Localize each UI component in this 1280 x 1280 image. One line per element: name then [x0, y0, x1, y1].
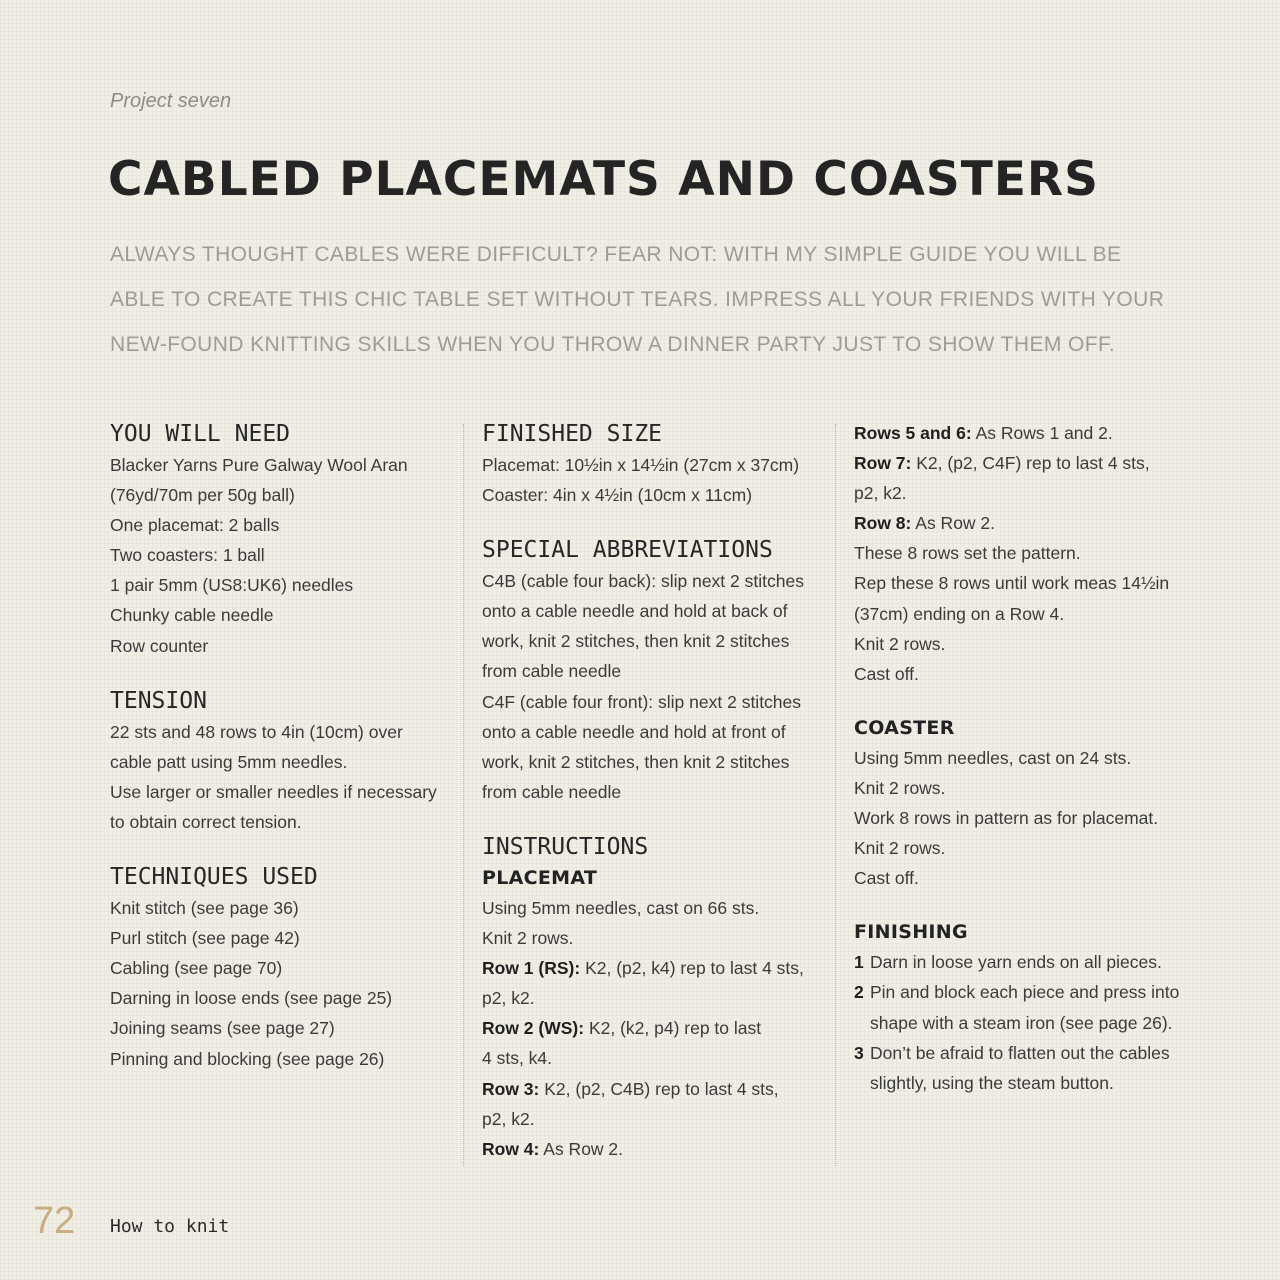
project-label: Project seven: [110, 90, 232, 112]
placemat-heading: PLACEMAT: [482, 866, 598, 889]
book-title: How to knit: [110, 1216, 230, 1237]
list-item: onto a cable needle and hold at back of: [482, 601, 788, 622]
list-item: Purl stitch (see page 42): [110, 928, 300, 949]
column-divider: [463, 424, 464, 1166]
list-item: from cable needle: [482, 781, 622, 802]
list-item: Cast off.: [854, 868, 919, 889]
intro-line: ALWAYS THOUGHT CABLES WERE DIFFICULT? FEAR NOT: WITH MY SIMPLE GUIDE YOU WILL BE: [110, 243, 1122, 266]
instruction-text: p2, k2.: [854, 483, 907, 504]
list-item: Joining seams (see page 27): [110, 1018, 335, 1039]
instruction-text: p2, k2.: [482, 988, 535, 1009]
list-item: from cable needle: [482, 661, 622, 682]
instruction-text: As Row 2.: [911, 513, 996, 534]
list-item: Coaster: 4in x 4½in (10cm x 11cm): [482, 485, 753, 506]
step-number: 1: [854, 952, 864, 973]
row-label: Row 4:: [482, 1138, 540, 1159]
list-item: Blacker Yarns Pure Galway Wool Aran: [110, 455, 408, 475]
list-item: Knit stitch (see page 36): [110, 898, 299, 919]
list-item: Darning in loose ends (see page 25): [110, 988, 393, 1009]
list-item: C4F (cable four front): slip next 2 stitches: [482, 691, 802, 712]
instruction-line: [482, 1074, 822, 1104]
list-item: onto a cable needle and hold at front of: [482, 721, 786, 742]
instruction-text: These 8 rows set the pattern.: [854, 543, 1081, 564]
abbreviations-list: [482, 566, 822, 807]
step-text: Darn in loose yarn ends on all pieces.: [870, 952, 1162, 973]
finished-size-list: [482, 450, 822, 510]
instruction-line: [482, 1104, 822, 1134]
step-text: Pin and block each piece and press into: [870, 982, 1180, 1003]
list-item: Cabling (see page 70): [110, 958, 283, 979]
list-item: 22 sts and 48 rows to 4in (10cm) over: [110, 721, 403, 742]
intro-line: NEW-FOUND KNITTING SKILLS WHEN YOU THROW A DINNER PARTY JUST TO SHOW THEM OFF.: [110, 333, 1116, 356]
instruction-line: [482, 1013, 822, 1043]
list-item: work, knit 2 stitches, then knit 2 stitches: [482, 751, 790, 772]
step-number: 3: [854, 1042, 864, 1063]
instruction-text: Rep these 8 rows until work meas 14½in: [854, 573, 1170, 594]
list-item: Placemat: 10½in x 14½in (27cm x 37cm): [482, 455, 800, 475]
row-label: Row 1 (RS):: [482, 958, 581, 979]
instruction-line: [854, 629, 1199, 659]
column-divider: [835, 424, 836, 1166]
instruction-text: Knit 2 rows.: [482, 928, 574, 949]
step-text-continued: shape with a steam iron (see page 26).: [870, 1012, 1173, 1033]
instruction-text: K2, (k2, p4) rep to last: [584, 1018, 762, 1039]
list-item: Pinning and blocking (see page 26): [110, 1048, 385, 1069]
list-item: Chunky cable needle: [110, 605, 274, 626]
list-item: Knit 2 rows.: [854, 777, 946, 798]
finishing-heading: FINISHING: [854, 921, 968, 944]
instruction-text: Knit 2 rows.: [854, 633, 946, 654]
techniques-heading: TECHNIQUES USED: [110, 864, 318, 891]
column-right: [854, 418, 1199, 1098]
instruction-text: p2, k2.: [482, 1108, 535, 1129]
step-text: Don’t be afraid to flatten out the cables: [870, 1042, 1170, 1063]
instruction-text: Cast off.: [854, 663, 919, 684]
coaster-instructions: [854, 743, 1199, 893]
instruction-line: [482, 953, 822, 983]
coaster-heading: COASTER: [854, 716, 955, 739]
intro-line: ABLE TO CREATE THIS CHIC TABLE SET WITHOUT TEARS. IMPRESS ALL YOUR FRIENDS WITH YOUR: [110, 288, 1165, 311]
you-will-need-heading: YOU WILL NEED: [110, 421, 291, 447]
instruction-text: 4 sts, k4.: [482, 1048, 553, 1069]
finished-size-heading: FINISHED SIZE: [482, 421, 663, 447]
instruction-line: [482, 893, 822, 923]
placemat-instructions: [482, 893, 822, 1164]
instruction-line: [854, 478, 1199, 508]
finishing-step: [854, 947, 1199, 977]
instruction-line: [854, 599, 1199, 629]
list-item: work, knit 2 stitches, then knit 2 stitches: [482, 631, 790, 652]
finishing-step: [854, 977, 1199, 1007]
list-item: Two coasters: 1 ball: [110, 545, 265, 566]
list-item: C4B (cable four back): slip next 2 stitches: [482, 571, 804, 592]
tension-text: [110, 717, 450, 837]
instruction-line: [854, 508, 1199, 538]
list-item: (76yd/70m per 50g ball): [110, 485, 295, 506]
instruction-text: K2, (p2, C4F) rep to last 4 sts,: [911, 453, 1150, 474]
instruction-line: [482, 1134, 822, 1164]
you-will-need-list: [110, 450, 450, 661]
instruction-text: K2, (p2, C4B) rep to last 4 sts,: [539, 1078, 779, 1099]
instruction-line: [854, 568, 1199, 598]
abbreviations-heading: SPECIAL ABBREVIATIONS: [482, 537, 773, 564]
list-item: Use larger or smaller needles if necessary: [110, 781, 437, 802]
column-left: [110, 418, 450, 1074]
list-item: cable patt using 5mm needles.: [110, 751, 348, 772]
row-label: Rows 5 and 6:: [854, 423, 972, 443]
instruction-line: [854, 538, 1199, 568]
instruction-text: K2, (p2, k4) rep to last 4 sts,: [580, 958, 804, 979]
list-item: One placemat: 2 balls: [110, 515, 280, 536]
placemat-instructions-continued: [854, 418, 1199, 689]
instruction-line: [854, 659, 1199, 689]
intro-text: [110, 232, 1190, 367]
instruction-line: [854, 418, 1199, 448]
page-number: 72: [33, 1200, 76, 1242]
finishing-step: [854, 1038, 1199, 1068]
list-item: Knit 2 rows.: [854, 838, 946, 859]
instruction-line: [854, 448, 1199, 478]
page-title: CABLED PLACEMATS AND COASTERS: [108, 152, 1099, 207]
list-item: Work 8 rows in pattern as for placemat.: [854, 808, 1159, 829]
step-text-continued: slightly, using the steam button.: [870, 1072, 1114, 1093]
list-item: Row counter: [110, 635, 209, 656]
tension-heading: TENSION: [110, 687, 207, 714]
list-item: 1 pair 5mm (US8:UK6) needles: [110, 575, 354, 596]
column-middle: [482, 418, 822, 1164]
list-item: Using 5mm needles, cast on 24 sts.: [854, 747, 1132, 768]
step-number: 2: [854, 982, 864, 1003]
row-label: Row 3:: [482, 1078, 540, 1099]
techniques-list: [110, 893, 450, 1074]
instruction-text: Using 5mm needles, cast on 66 sts.: [482, 897, 760, 918]
instruction-line: [482, 983, 822, 1013]
row-label: Row 7:: [854, 453, 912, 474]
instruction-text: As Row 2.: [539, 1138, 624, 1159]
finishing-steps: [854, 947, 1199, 1097]
instruction-text: (37cm) ending on a Row 4.: [854, 603, 1065, 624]
row-label: Row 8:: [854, 513, 912, 534]
instructions-heading: INSTRUCTIONS: [482, 833, 649, 860]
row-label: Row 2 (WS):: [482, 1018, 585, 1039]
list-item: to obtain correct tension.: [110, 811, 302, 832]
instruction-line: [482, 1043, 822, 1073]
instruction-text: As Rows 1 and 2.: [971, 423, 1113, 443]
instruction-line: [482, 923, 822, 953]
